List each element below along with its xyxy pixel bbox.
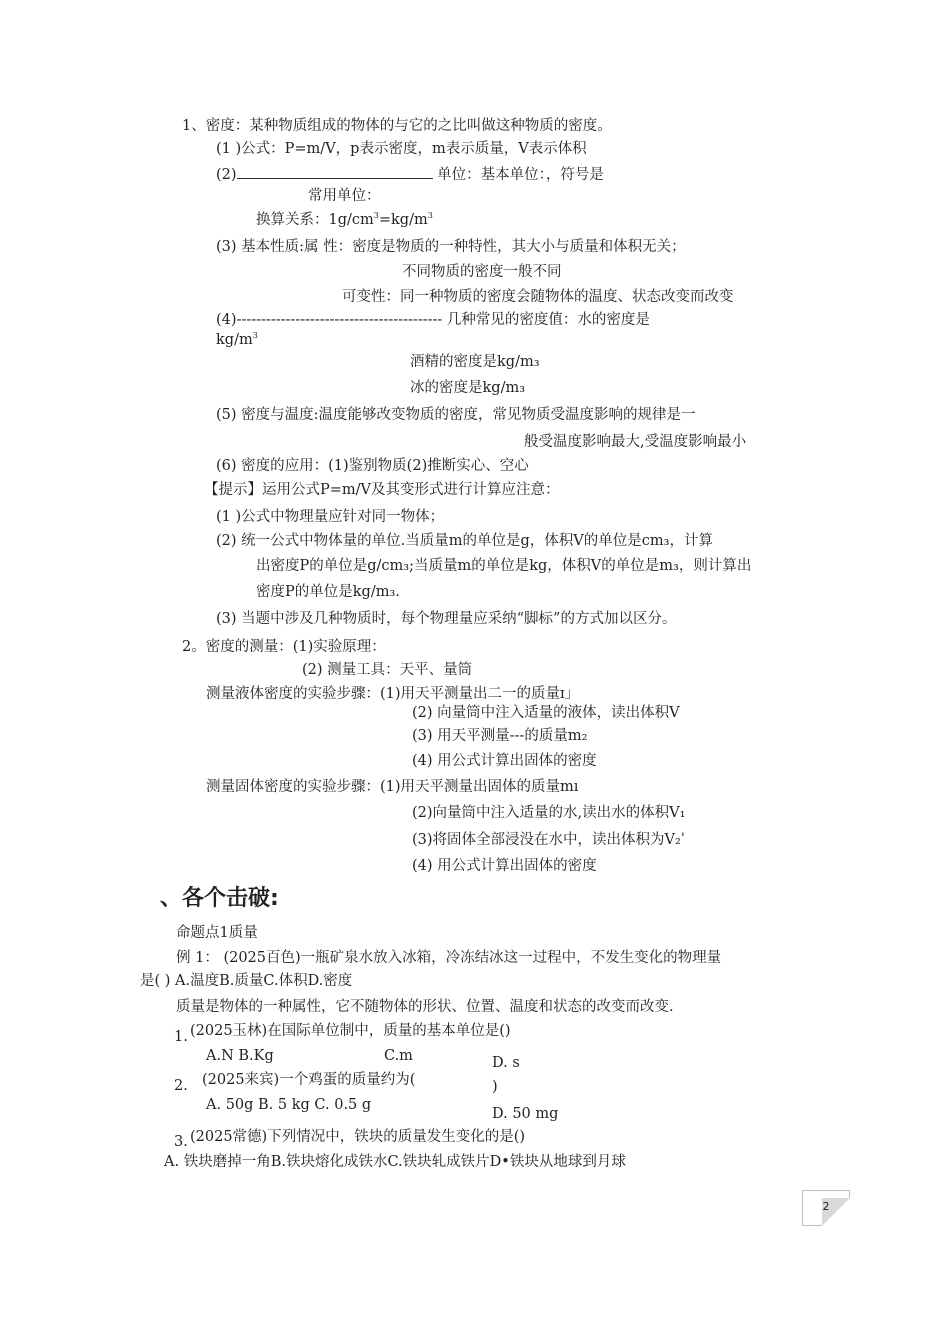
q2-text: (2025来宾)一个鸡蛋的质量约为( bbox=[202, 1072, 416, 1088]
solid-steps-3: (3)将固体全部浸没在水中，读出体积为V₂ˈ bbox=[412, 832, 685, 848]
tip-2-cont2: 密度P的单位是kg/m₃. bbox=[256, 584, 400, 600]
common-density-text: 几种常见的密度值：水的密度是 bbox=[442, 312, 650, 328]
measurement-tools: (2) 测量工具：天平、量筒 bbox=[302, 662, 473, 678]
q2-close-paren: ) bbox=[492, 1079, 498, 1095]
ice-density: 冰的密度是kg/m₃ bbox=[410, 380, 526, 396]
mass-note: 质量是物体的一种属性，它不随物体的形状、位置、温度和状态的改变而改变. bbox=[176, 999, 674, 1015]
unit-line-prefix: (2) bbox=[216, 167, 237, 183]
tip-heading: 【提示】运用公式P=m/V及其变形式进行计算应注意： bbox=[204, 482, 560, 498]
liquid-steps-2: (2) 向量筒中注入适量的液体，读出体积V bbox=[412, 705, 680, 721]
unit-line bbox=[216, 164, 604, 185]
page-number-box bbox=[802, 1190, 850, 1226]
tip-2: (2) 统一公式中物体量的单位.当质量m的单位是g，体积V的单位是cm₃，计算 bbox=[216, 533, 713, 549]
liquid-steps-3: (3) 用天平测量---的质量m₂ bbox=[412, 728, 588, 744]
solid-steps-1: 测量固体密度的实验步骤：(1)用天平测量出固体的质量mı bbox=[206, 779, 579, 795]
tip-2-cont: 出密度P的单位是g/cm₃;当质量m的单位是kg，体积V的单位是m₃，则计算出 bbox=[256, 558, 752, 574]
unit-text: kg/m bbox=[216, 332, 253, 348]
density-application: (6) 密度的应用：(1)鉴别物质(2)推断实心、空心 bbox=[216, 458, 529, 474]
q1-text: (2025玉林)在国际单位制中，质量的基本单位是() bbox=[190, 1023, 511, 1039]
property-different: 不同物质的密度一般不同 bbox=[402, 264, 562, 280]
temperature-rule: 般受温度影响最大,受温度影响最小 bbox=[524, 434, 747, 450]
tip-1: (1 )公式中物理量应针对同一物体； bbox=[216, 509, 445, 525]
density-temperature: (5) 密度与温度:温度能够改变物质的密度，常见物质受温度影响的规律是一 bbox=[216, 407, 696, 423]
conversion-text: 换算关系：1g/cm bbox=[256, 212, 374, 228]
q3-text: (2025常德)下列情况中，铁块的质量发生变化的是() bbox=[190, 1129, 526, 1145]
conversion-text: =kg/m bbox=[378, 212, 428, 228]
liquid-steps-4: (4) 用公式计算出固体的密度 bbox=[412, 753, 597, 769]
solid-steps-4: (4) 用公式计算出固体的密度 bbox=[412, 858, 597, 874]
q2-number: 2. bbox=[174, 1078, 188, 1094]
dash-line: (4)------------------------------------------ bbox=[216, 312, 443, 328]
water-density-unit bbox=[216, 330, 258, 350]
tip-3: (3) 当题中涉及几种物质时，每个物理量应采纳“脚标”的方式加以区分。 bbox=[216, 611, 677, 627]
liquid-steps-1: 测量液体密度的实验步骤：(1)用天平测量出二一的质量ɪ」 bbox=[206, 686, 580, 702]
q1-options-ab: A.N B.Kg bbox=[206, 1048, 274, 1064]
common-density-line bbox=[216, 310, 650, 330]
solid-steps-2: (2)向量筒中注入适量的水,读出水的体积V₁ bbox=[412, 805, 686, 821]
common-units: 常用单位： bbox=[308, 188, 381, 204]
formula-line: (1 )公式：P=m/V，p表示密度，m表示质量，V表示体积 bbox=[216, 141, 587, 157]
page-number: 2 bbox=[822, 1200, 830, 1213]
basic-property: (3) 基本性质:属 性：密度是物质的一种特性，其大小与质量和体积无关； bbox=[216, 239, 686, 255]
section-heading: 、各个击破: bbox=[160, 886, 279, 911]
alcohol-density: 酒精的密度是kg/m₃ bbox=[410, 354, 540, 370]
topic-label: 命题点1质量 bbox=[176, 925, 258, 941]
property-variable: 可变性：同一种物质的密度会随物体的温度、状态改变而改变 bbox=[342, 289, 734, 305]
superscript: 3 bbox=[373, 211, 379, 221]
conversion-line bbox=[256, 210, 433, 230]
measurement-heading: 2。密度的测量：(1)实验原理： bbox=[182, 639, 386, 655]
example-1-options: 是( ) A.温度B.质量C.体积D.密度 bbox=[140, 973, 353, 989]
density-definition: 1、密度：某种物质组成的物体的与它的之比叫做这种物质的密度。 bbox=[182, 118, 612, 134]
q3-options: A. 铁块磨掉一角B.铁块熔化成铁水C.铁块轧成铁片D•铁块从地球到月球 bbox=[164, 1154, 626, 1170]
fill-blank bbox=[237, 164, 433, 179]
q2-options: A. 50g B. 5 kg C. 0.5 g bbox=[206, 1097, 372, 1113]
q1-option-d: D. s bbox=[492, 1055, 520, 1071]
q1-number: 1. bbox=[174, 1029, 188, 1045]
superscript: 3 bbox=[427, 211, 433, 221]
unit-line-suffix: 单位：基本单位：，符号是 bbox=[437, 167, 604, 183]
q1-option-c: C.m bbox=[384, 1048, 413, 1064]
superscript: 3 bbox=[252, 331, 258, 341]
example-1: 例 1： (2025百色)一瓶矿泉水放入冰箱，冷冻结冰这一过程中，不发生变化的物理量 bbox=[176, 950, 722, 966]
q3-number: 3. bbox=[174, 1134, 188, 1150]
q2-option-d: D. 50 mg bbox=[492, 1106, 559, 1122]
